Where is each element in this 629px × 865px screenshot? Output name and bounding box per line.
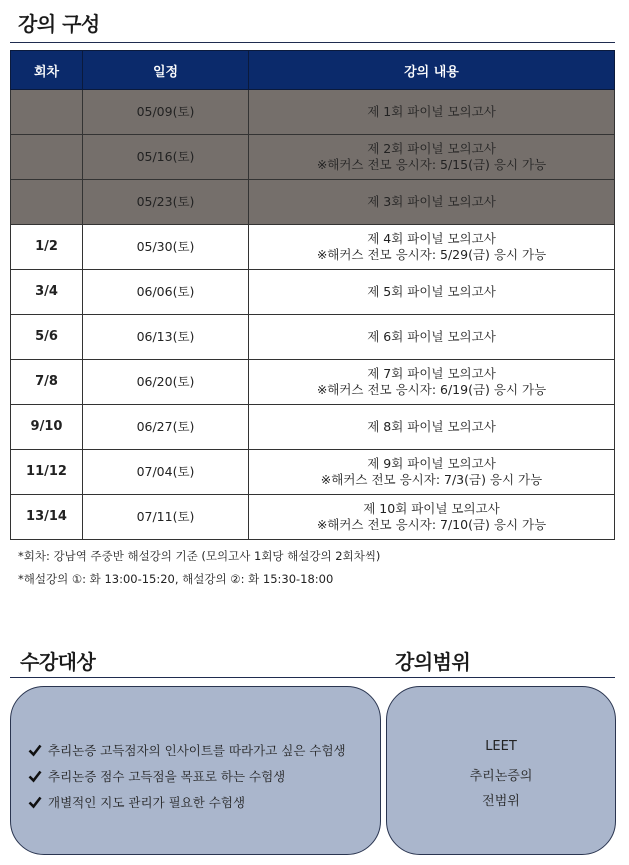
round-cell: 5/6: [11, 315, 83, 360]
exam-title: 제 7회 파이널 모의고사: [367, 366, 496, 381]
curriculum-title-rule: [10, 42, 615, 43]
target-item: [28, 763, 346, 789]
date-cell: 06/13(토): [83, 315, 249, 360]
exam-title: 제 5회 파이널 모의고사: [367, 284, 496, 299]
exam-title: 제 9회 파이널 모의고사: [367, 456, 496, 471]
exam-title: 제 6회 파이널 모의고사: [367, 329, 496, 344]
exam-title: 제 2회 파이널 모의고사: [367, 141, 496, 156]
table-row: [11, 135, 615, 180]
bottom-title-rule: [10, 677, 615, 678]
exam-title: 제 4회 파이널 모의고사: [367, 231, 496, 246]
header-date: 일정: [83, 51, 249, 90]
date-cell: 05/16(토): [83, 135, 249, 180]
round-cell: 9/10: [11, 405, 83, 450]
table-row: [11, 360, 615, 405]
round-cell: 1/2: [11, 225, 83, 270]
exam-note: ※해커스 전모 응시자: 7/3(금) 응시 가능: [320, 472, 543, 487]
scope-line: 추리논증의: [469, 769, 533, 784]
exam-title: 제 8회 파이널 모의고사: [367, 419, 496, 434]
content-cell: [249, 450, 615, 495]
exam-title: 제 1회 파이널 모의고사: [367, 104, 496, 119]
exam-note: ※해커스 전모 응시자: 5/15(금) 응시 가능: [316, 157, 547, 172]
content-cell: [249, 225, 615, 270]
note-round: *회차: 강남역 주중반 해설강의 기준 (모의고사 1회당 해설강의 2회차씩): [18, 549, 381, 563]
date-cell: 06/06(토): [83, 270, 249, 315]
content-cell: [249, 360, 615, 405]
round-cell: 3/4: [11, 270, 83, 315]
target-item-label: 추리논증 점수 고득점을 목표로 하는 수험생: [48, 769, 286, 784]
table-row: [11, 180, 615, 225]
date-cell: 07/11(토): [83, 495, 249, 540]
table-row: [11, 450, 615, 495]
exam-title: 제 3회 파이널 모의고사: [367, 194, 496, 209]
round-cell: [11, 90, 83, 135]
round-cell: 7/8: [11, 360, 83, 405]
target-item-label: 추리논증 고득점자의 인사이트를 따라가고 싶은 수험생: [48, 743, 346, 758]
table-row: [11, 495, 615, 540]
header-round: 회차: [11, 51, 83, 90]
checkmark-icon: [28, 769, 42, 783]
round-cell: [11, 180, 83, 225]
date-cell: 05/23(토): [83, 180, 249, 225]
content-cell: [249, 135, 615, 180]
table-row: [11, 225, 615, 270]
scope-title: 강의범위: [395, 650, 471, 674]
date-cell: 07/04(토): [83, 450, 249, 495]
schedule-header-row: [11, 51, 615, 90]
checkmark-icon: [28, 743, 42, 757]
exam-note: ※해커스 전모 응시자: 5/29(금) 응시 가능: [316, 247, 547, 262]
date-cell: 05/09(토): [83, 90, 249, 135]
round-cell: [11, 135, 83, 180]
scope-line: LEET: [485, 739, 517, 754]
round-cell: 11/12: [11, 450, 83, 495]
table-row: [11, 90, 615, 135]
table-row: [11, 405, 615, 450]
scope-line: 전범위: [482, 794, 520, 809]
target-list: [28, 737, 346, 815]
curriculum-title: 강의 구성: [18, 12, 100, 36]
exam-note: ※해커스 전모 응시자: 7/10(금) 응시 가능: [316, 517, 547, 532]
content-cell: [249, 270, 615, 315]
content-cell: [249, 315, 615, 360]
content-cell: [249, 90, 615, 135]
date-cell: 06/27(토): [83, 405, 249, 450]
content-cell: [249, 495, 615, 540]
note-schedule: *해설강의 ①: 화 13:00-15:20, 해설강의 ②: 화 15:30-18:00: [18, 572, 334, 586]
exam-title: 제 10회 파이널 모의고사: [363, 501, 500, 516]
target-item-label: 개별적인 지도 관리가 필요한 수험생: [48, 795, 246, 810]
checkmark-icon: [28, 795, 42, 809]
header-content: 강의 내용: [249, 51, 615, 90]
target-item: [28, 737, 346, 763]
target-title: 수강대상: [20, 650, 96, 674]
content-cell: [249, 180, 615, 225]
content-cell: [249, 405, 615, 450]
date-cell: 05/30(토): [83, 225, 249, 270]
exam-note: ※해커스 전모 응시자: 6/19(금) 응시 가능: [316, 382, 547, 397]
target-item: [28, 789, 346, 815]
round-cell: 13/14: [11, 495, 83, 540]
table-row: [11, 315, 615, 360]
date-cell: 06/20(토): [83, 360, 249, 405]
schedule-table: [10, 50, 615, 540]
table-row: [11, 270, 615, 315]
